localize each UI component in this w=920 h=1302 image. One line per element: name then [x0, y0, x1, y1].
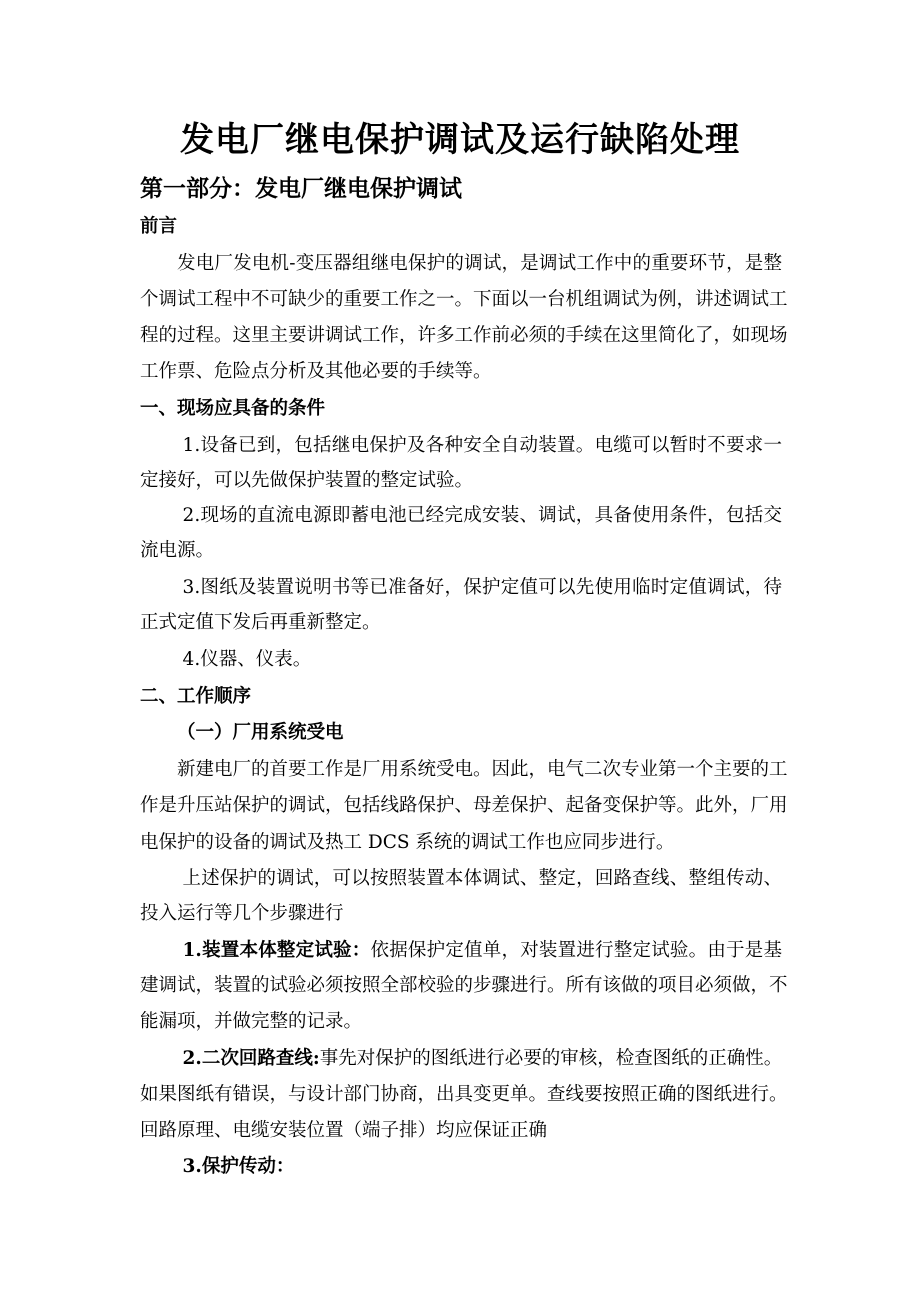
text-line — [140, 469, 782, 493]
bold-text: 二、工作顺序 — [140, 686, 252, 707]
text-segment: 电保护的设备的调试及热工 DCS 系统的调试工作也应同步进行。 — [140, 832, 675, 853]
text-line — [177, 758, 788, 782]
text-line — [183, 1155, 782, 1179]
text-segment: 工作票、危险点分析及其他必要的手续等。 — [140, 361, 492, 382]
text-segment: 1.设备已到，包括继电保护及各种安全自动装置。电缆可以暂时不要求一 — [182, 435, 782, 456]
text-line — [140, 397, 782, 421]
text-line — [140, 611, 782, 635]
text-line — [183, 939, 782, 963]
text-segment: 新建电厂的首要工作是厂用系统受电。因此，电气二次专业第一个主要的工 — [177, 759, 788, 780]
text-line — [140, 288, 788, 312]
text-line — [140, 902, 782, 926]
text-segment: 流电源。 — [140, 540, 215, 561]
text-segment: 事先对保护的图纸进行必要的审核，检查图纸的正确性。 — [319, 1048, 783, 1069]
text-segment: 3.图纸及装置说明书等已准备好，保护定值可以先使用临时定值调试，待 — [182, 577, 782, 598]
bold-text: 2.二次回路查线: — [182, 1048, 320, 1069]
text-line — [183, 867, 782, 891]
text-line — [140, 539, 782, 563]
text-segment: 上述保护的调试，可以按照装置本体调试、整定，回路查线、整组传动、 — [182, 868, 782, 889]
text-segment: 能漏项，并做完整的记录。 — [140, 1011, 363, 1032]
text-line — [140, 1119, 782, 1143]
text-segment: 回路原理、电缆安装位置（端子排）均应保证正确 — [140, 1120, 548, 1141]
document-title: 发电厂继电保护调试及运行缺陷处理 — [180, 120, 740, 160]
bold-text: 1.装置本体整定试验： — [182, 940, 371, 961]
text-segment: 如果图纸有错误，与设计部门协商，出具变更单。查线要按照正确的图纸进行。 — [140, 1084, 788, 1105]
text-line — [183, 576, 782, 600]
text-segment: 程的过程。这里主要讲调试工作，许多工作前必须的手续在这里简化了，如现场 — [140, 325, 788, 346]
text-line — [177, 721, 782, 745]
text-line — [140, 1010, 782, 1034]
text-line — [140, 1083, 788, 1107]
text-line — [183, 504, 782, 528]
text-line — [140, 685, 782, 709]
text-segment: 作是升压站保护的调试，包括线路保护、母差保护、起备变保护等。此外，厂用 — [140, 795, 788, 816]
text-segment: 4.仪器、仪表。 — [182, 649, 312, 670]
text-line — [183, 434, 782, 458]
text-line — [140, 831, 782, 855]
text-segment: 依据保护定值单，对装置进行整定试验。由于是基 — [370, 940, 782, 961]
bold-text: 前言 — [140, 216, 178, 237]
text-segment: 定接好，可以先做保护装置的整定试验。 — [140, 470, 474, 491]
text-line — [183, 648, 782, 672]
text-line — [140, 794, 788, 818]
text-segment: 投入运行等几个步骤进行 — [140, 903, 344, 924]
bold-text: 一、现场应具备的条件 — [140, 398, 326, 419]
text-line — [183, 1047, 782, 1071]
bold-text: 3.保护传动： — [182, 1156, 295, 1177]
text-line — [140, 215, 782, 239]
text-line — [177, 252, 782, 276]
text-segment: 发电厂发电机-变压器组继电保护的调试，是调试工作中的重要环节，是整 — [177, 253, 782, 274]
text-segment: 个调试工程中不可缺少的重要工作之一。下面以一台机组调试为例，讲述调试工 — [140, 289, 788, 310]
bold-text: （一）厂用系统受电 — [177, 722, 344, 743]
text-line — [140, 974, 788, 998]
part-heading: 第一部分：发电厂继电保护调试 — [140, 175, 462, 202]
text-segment: 建调试，装置的试验必须按照全部校验的步骤进行。所有该做的项目必须做，不 — [140, 975, 788, 996]
text-line — [140, 324, 788, 348]
text-segment: 正式定值下发后再重新整定。 — [140, 612, 381, 633]
text-segment: 2.现场的直流电源即蓄电池已经完成安装、调试，具备使用条件，包括交 — [182, 505, 782, 526]
text-line — [140, 360, 782, 384]
